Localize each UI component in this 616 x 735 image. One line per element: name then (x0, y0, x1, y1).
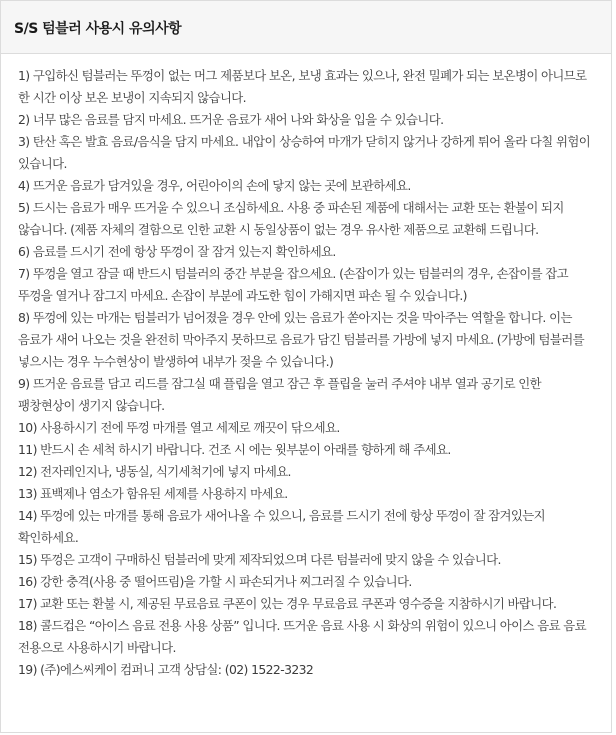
notice-item-5: 5) 드시는 음료가 매우 뜨거울 수 있으니 조심하세요. 사용 중 파손된 제품에 대해서는 교환 또는 환불이 되지 않습니다. (제품 자체의 결함으로 인한 교환 시 동일상품이 없는 경우 유사한 제품으로 교환해 드립니다. (18, 200, 564, 237)
notice-body (1, 54, 611, 681)
notice-item-1: 1) 구입하신 텀블러는 뚜껑이 없는 머그 제품보다 보온, 보냉 효과는 있으나, 완전 밀폐가 되는 보온병이 아니므로 한 시간 이상 보온 보냉이 지속되지 않습니다. (18, 68, 587, 105)
notice-item-4: 4) 뜨거운 음료가 담겨있을 경우, 어린아이의 손에 닿지 않는 곳에 보관하세요. (18, 178, 411, 193)
notice-item-15: 15) 뚜껑은 고객이 구매하신 텀블러에 맞게 제작되었으며 다른 텀블러에 맞지 않을 수 있습니다. (18, 552, 501, 567)
notice-item-11: 11) 반드시 손 세척 하시기 바랍니다. 건조 시 에는 윗부분이 아래를 향하게 해 주세요. (18, 442, 451, 457)
notice-item-13: 13) 표백제나 염소가 함유된 세제를 사용하지 마세요. (18, 486, 288, 501)
notice-item-3: 3) 탄산 혹은 발효 음료/음식을 담지 마세요. 내압이 상승하여 마개가 닫히지 않거나 강하게 튀어 올라 다칠 위험이 있습니다. (18, 134, 591, 171)
notice-item-8: 8) 뚜껑에 있는 마개는 텀블러가 넘어졌을 경우 안에 있는 음료가 쏟아지는 것을 막아주는 역할을 합니다. 이는 음료가 새어 나오는 것을 완전히 막아주지 못하므로 음료가 담긴 텀블러를 가방에 넣지 마세요. (가방에 텀블러를 넣으시는 경우 누수현상이 발생하여 내부가 젖을 수 있습니다.) (18, 310, 584, 369)
notice-item-17: 17) 교환 또는 환불 시, 제공된 무료음료 쿠폰이 있는 경우 무료음료 쿠폰과 영수증을 지참하시기 바랍니다. (18, 596, 557, 611)
notice-item-16: 16) 강한 충격(사용 중 떨어뜨림)을 가할 시 파손되거나 찌그러질 수 있습니다. (18, 574, 412, 589)
notice-item-12: 12) 전자레인지나, 냉동실, 식기세척기에 넣지 마세요. (18, 464, 291, 479)
notice-item-2: 2) 너무 많은 음료를 담지 마세요. 뜨거운 음료가 새어 나와 화상을 입을 수 있습니다. (18, 112, 444, 127)
notice-item-14: 14) 뚜껑에 있는 마개를 통해 음료가 새어나올 수 있으니, 음료를 드시기 전에 항상 뚜껑이 잘 잠겨있는지 확인하세요. (18, 508, 545, 545)
notice-item-18: 18) 콜드컵은 “아이스 음료 전용 사용 상품” 입니다. 뜨거운 음료 사용 시 화상의 위험이 있으니 아이스 음료 음료 전용으로 사용하시기 바랍니다. (18, 618, 587, 655)
notice-item-9: 9) 뜨거운 음료를 담고 리드를 잠그실 때 플립을 열고 잠근 후 플립을 눌러 주셔야 내부 열과 공기로 인한 팽창현상이 생기지 않습니다. (18, 376, 542, 413)
notice-item-7: 7) 뚜껑을 열고 잠글 때 반드시 텀블러의 중간 부분을 잡으세요. (손잡이가 있는 텀블러의 경우, 손잡이를 잡고 뚜껑을 열거나 잠그지 마세요. 손잡이 부분에 과도한 힘이 가해지면 파손 될 수 있습니다.) (18, 266, 569, 303)
notice-item-10: 10) 사용하시기 전에 뚜껑 마개를 열고 세제로 깨끗이 닦으세요. (18, 420, 340, 435)
notice-list (18, 65, 597, 681)
notice-title: S/S 텀블러 사용시 유의사항 (14, 21, 182, 37)
notice-item-6: 6) 음료를 드시기 전에 항상 뚜껑이 잘 잠겨 있는지 확인하세요. (18, 244, 336, 259)
notice-header (1, 1, 611, 54)
notice-item-19: 19) (주)에스씨케이 컴퍼니 고객 상담실: (02) 1522-3232 (18, 662, 314, 677)
